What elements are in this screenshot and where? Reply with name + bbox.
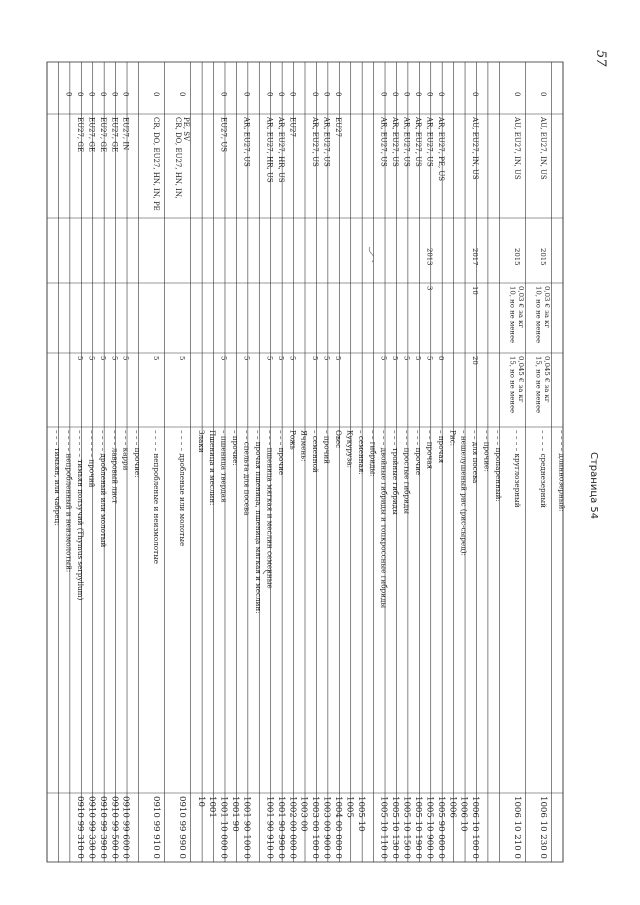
row-code: 1006 10 230 0 [537, 796, 548, 859]
row-countries: EU27, US [219, 117, 228, 153]
row-code: 0910 99 500 0 [109, 796, 120, 859]
row-zero-rate: 0 [311, 92, 320, 97]
row-base-rate: 5 [322, 356, 331, 361]
row-category: 0,03 € за кг [516, 286, 525, 329]
row-countries: AR, EU27, US [242, 117, 251, 167]
row-code: 1001 10 000 0 [218, 796, 229, 859]
row-description: – – – – – тимьян ползучий (Thymus serpyllum) [75, 430, 85, 601]
row-code: 1001 90 [230, 796, 241, 832]
row-base-rate: 5 [98, 356, 107, 361]
row-zero-rate: 0 [98, 92, 107, 97]
row-description: Ячмень: [299, 430, 309, 462]
row-base-rate: 20 [471, 356, 480, 365]
row-year: 2015 [538, 248, 547, 266]
row-countries: AR, EU27, US [379, 117, 388, 167]
row-description: Пшеница и меслин: [208, 430, 218, 506]
row-description: – – прочая [425, 430, 435, 470]
row-zero-rate: 0 [64, 92, 73, 97]
row-countries: EU27, GE [87, 117, 96, 153]
row-description: – – – – круглозерный [512, 430, 522, 508]
row-description: – – – – длиннозерный: [557, 430, 567, 512]
row-year: 2013 [425, 248, 434, 266]
row-base-rate: 5 [110, 356, 119, 361]
row-description: – – – карри [121, 430, 131, 471]
row-category: 3 [425, 286, 434, 291]
row-code: 0910 99 330 0 [86, 796, 97, 859]
row-base-rate: 5 [379, 356, 388, 361]
row-code: 1003 00 100 0 [310, 796, 321, 859]
row-description: – – гибриды: [368, 430, 378, 477]
row-description: – – прочая пшеница, пшеница мягкая и меслин: [253, 430, 263, 614]
row-zero-rate: 0 [110, 92, 119, 97]
row-countries: AR, EU27, US [402, 117, 411, 167]
row-description: Рожь [288, 430, 298, 450]
row-countries: AR, EU27, HR, US [276, 117, 285, 183]
row-description: – семенная: [356, 430, 366, 475]
row-description: – – – прочие [276, 430, 286, 476]
row-zero-rate: 0 [333, 92, 342, 97]
row-code: 1005 90 000 0 [435, 796, 446, 859]
row-code: 1005 10 190 0 [413, 796, 424, 859]
row-description: – прочая [436, 430, 446, 464]
row-base-rate: 5 [276, 356, 285, 361]
row-zero-rate: 0 [379, 92, 388, 97]
row-year: 2015 [512, 248, 521, 266]
row-code: 1003 00 900 0 [321, 796, 332, 859]
row-zero-rate: 0 [242, 92, 251, 97]
row-base-rate: 5 [75, 356, 84, 361]
row-code: 1002 00 000 0 [287, 796, 298, 859]
row-zero-rate: 0 [436, 92, 445, 97]
row-zero-rate: 0 [471, 92, 480, 97]
row-description: – – – тимьян, или чабрец: [53, 430, 63, 526]
row-base-rate: 15, но не менее [534, 356, 543, 414]
row-description: – прочие: [231, 430, 241, 466]
row-description: – – – пшеница мягкая и меслин семенные [265, 430, 275, 589]
row-base-rate: 5 [121, 356, 130, 361]
row-description: Рис: [448, 430, 458, 447]
row-base-rate: 15, но не менее [508, 356, 517, 414]
page-label: Страница 54 [588, 452, 599, 520]
row-countries: AR, EU27, PE, US [436, 117, 445, 182]
row-countries: AR, EU27, US [425, 117, 434, 167]
row-countries: AR, EU27, US [311, 117, 320, 167]
row-code: 1005 10 150 0 [401, 796, 412, 859]
row-countries: AR, EU27, HR, US [265, 117, 274, 183]
row-zero-rate: 0 [322, 92, 331, 97]
row-base-rate: 5 [288, 356, 297, 361]
row-zero-rate: 0 [402, 92, 411, 97]
row-year: 2017 [471, 248, 480, 266]
row-code: 0910 99 990 0 [177, 796, 188, 859]
row-description: – – – двойные гибриды и топкроссные гибриды [379, 430, 389, 609]
row-description: – – прочие: [482, 430, 492, 472]
row-category: 0,03 € за кг [543, 286, 552, 329]
table-cells [53, 92, 567, 859]
row-zero-rate: 0 [425, 92, 434, 97]
row-base-rate: 0 [436, 356, 445, 361]
row-base-rate: 5 [391, 356, 400, 361]
row-code: 1001 90 910 0 [264, 796, 275, 859]
row-code: 0910 99 310 0 [74, 796, 85, 859]
row-description: – – – – непробленный и неизмолотый: [64, 430, 74, 573]
scan-mark-2 [369, 247, 374, 262]
row-code: 1006 [447, 796, 458, 818]
row-category: 10, но не менее [508, 286, 517, 344]
row-code: 1005 10 110 0 [378, 796, 389, 859]
row-base-rate: 5 [242, 356, 251, 361]
row-code: 1003 00 [298, 796, 309, 832]
row-countries: EU27, GE [98, 117, 107, 153]
row-category: 10 [471, 286, 480, 295]
row-description: – нешелушеный рис (рис-сырец): [459, 430, 469, 556]
row-description: – – – – непробленые и неизмолотые [151, 430, 161, 565]
row-countries: EU27, GE [110, 117, 119, 153]
row-code: 1005 [344, 796, 355, 818]
row-zero-rate: 0 [512, 92, 521, 97]
row-zero-rate: 0 [121, 92, 130, 97]
row-description: – прочий [322, 430, 332, 464]
row-description: – – – пропаренный: [494, 430, 504, 502]
row-zero-rate: 0 [265, 92, 274, 97]
row-code: 1005 10 [355, 796, 366, 832]
row-zero-rate: 0 [219, 92, 228, 97]
row-code: 1006 10 210 0 [511, 796, 522, 859]
row-description: – – – простые гибриды [402, 430, 412, 515]
row-code: 0910 99 390 0 [97, 796, 108, 859]
row-code: 1004 00 000 0 [332, 796, 343, 859]
row-description: Овес [333, 430, 343, 449]
row-description: Злаки [196, 430, 206, 453]
row-description: – – спельта для посева [242, 430, 252, 516]
row-zero-rate: 0 [414, 92, 423, 97]
row-countries: AR, EU27, US [414, 117, 423, 167]
row-zero-rate: 0 [276, 92, 285, 97]
row-countries: CR, DO, EU27, HN, IN, [173, 117, 182, 199]
row-zero-rate: 0 [391, 92, 400, 97]
row-base-rate: 5 [402, 356, 411, 361]
row-zero-rate: 0 [288, 92, 297, 97]
row-description: – семенной [311, 430, 321, 473]
row-countries: AU, EU27, IN, US [512, 117, 521, 180]
row-code: 0910 99 600 0 [120, 796, 131, 859]
row-zero-rate: 0 [75, 92, 84, 97]
row-description: – – – – дробленые или молотые [178, 430, 188, 547]
row-countries: EU27, IN [121, 117, 130, 151]
row-base-rate: 5 [414, 356, 423, 361]
row-code: 1005 10 900 0 [424, 796, 435, 859]
row-countries: AU, EU27, IN, US [471, 117, 480, 180]
row-description: – – – – среднезерный [538, 430, 548, 508]
row-zero-rate: 0 [538, 92, 547, 97]
row-base-rate: 5 [425, 356, 434, 361]
handwritten-page-number: 57 [593, 50, 608, 67]
row-code: 1006 10 100 0 [470, 796, 481, 859]
row-countries: EU27 [288, 117, 297, 137]
row-code: 1005 10 130 0 [390, 796, 401, 859]
row-description: – – – – – прочий [87, 430, 97, 488]
row-description: – – – – дробленый или молотый [98, 430, 108, 548]
row-countries: AU, EU27, IN, US [538, 117, 547, 180]
row-zero-rate: 0 [87, 92, 96, 97]
row-countries: PE, SV [182, 117, 191, 142]
row-countries: AR, EU27, US [391, 117, 400, 167]
row-description: – – – тройные гибриды [391, 430, 401, 515]
row-code: 10 [195, 796, 206, 807]
row-category: 10, но не менее [534, 286, 543, 344]
row-zero-rate: 0 [178, 92, 187, 97]
row-base-rate: 0,045 € за кг [516, 356, 525, 403]
row-base-rate: 5 [219, 356, 228, 361]
row-base-rate: 5 [87, 356, 96, 361]
row-base-rate: 0,045 € за кг [543, 356, 552, 403]
row-code: 1001 90 100 0 [241, 796, 252, 859]
row-description: – – для посева [471, 430, 481, 484]
row-countries: AR, EU27, US [322, 117, 331, 167]
row-base-rate: 5 [311, 356, 320, 361]
row-countries: EU27, GE [75, 117, 84, 153]
row-code: 1006 10 [458, 796, 469, 832]
row-description: – – – прочие [414, 430, 424, 476]
row-zero-rate: 0 [151, 92, 160, 97]
row-base-rate: 5 [178, 356, 187, 361]
row-code: 1001 90 990 0 [275, 796, 286, 859]
row-description: – – – лавровый лист [110, 430, 120, 504]
row-description: Кукуруза: [345, 430, 355, 468]
row-countries: CR, DO, EU27, HN, IN, PE [151, 117, 160, 211]
row-code: 0910 99 910 0 [150, 796, 161, 859]
row-description: – пшеница твердая [219, 430, 229, 503]
row-base-rate: 5 [151, 356, 160, 361]
row-description: – – – прочие: [133, 430, 143, 478]
row-base-rate: 5 [333, 356, 342, 361]
row-countries: EU27 [333, 117, 342, 137]
row-code: 1001 [207, 796, 218, 818]
row-base-rate: 5 [265, 356, 274, 361]
